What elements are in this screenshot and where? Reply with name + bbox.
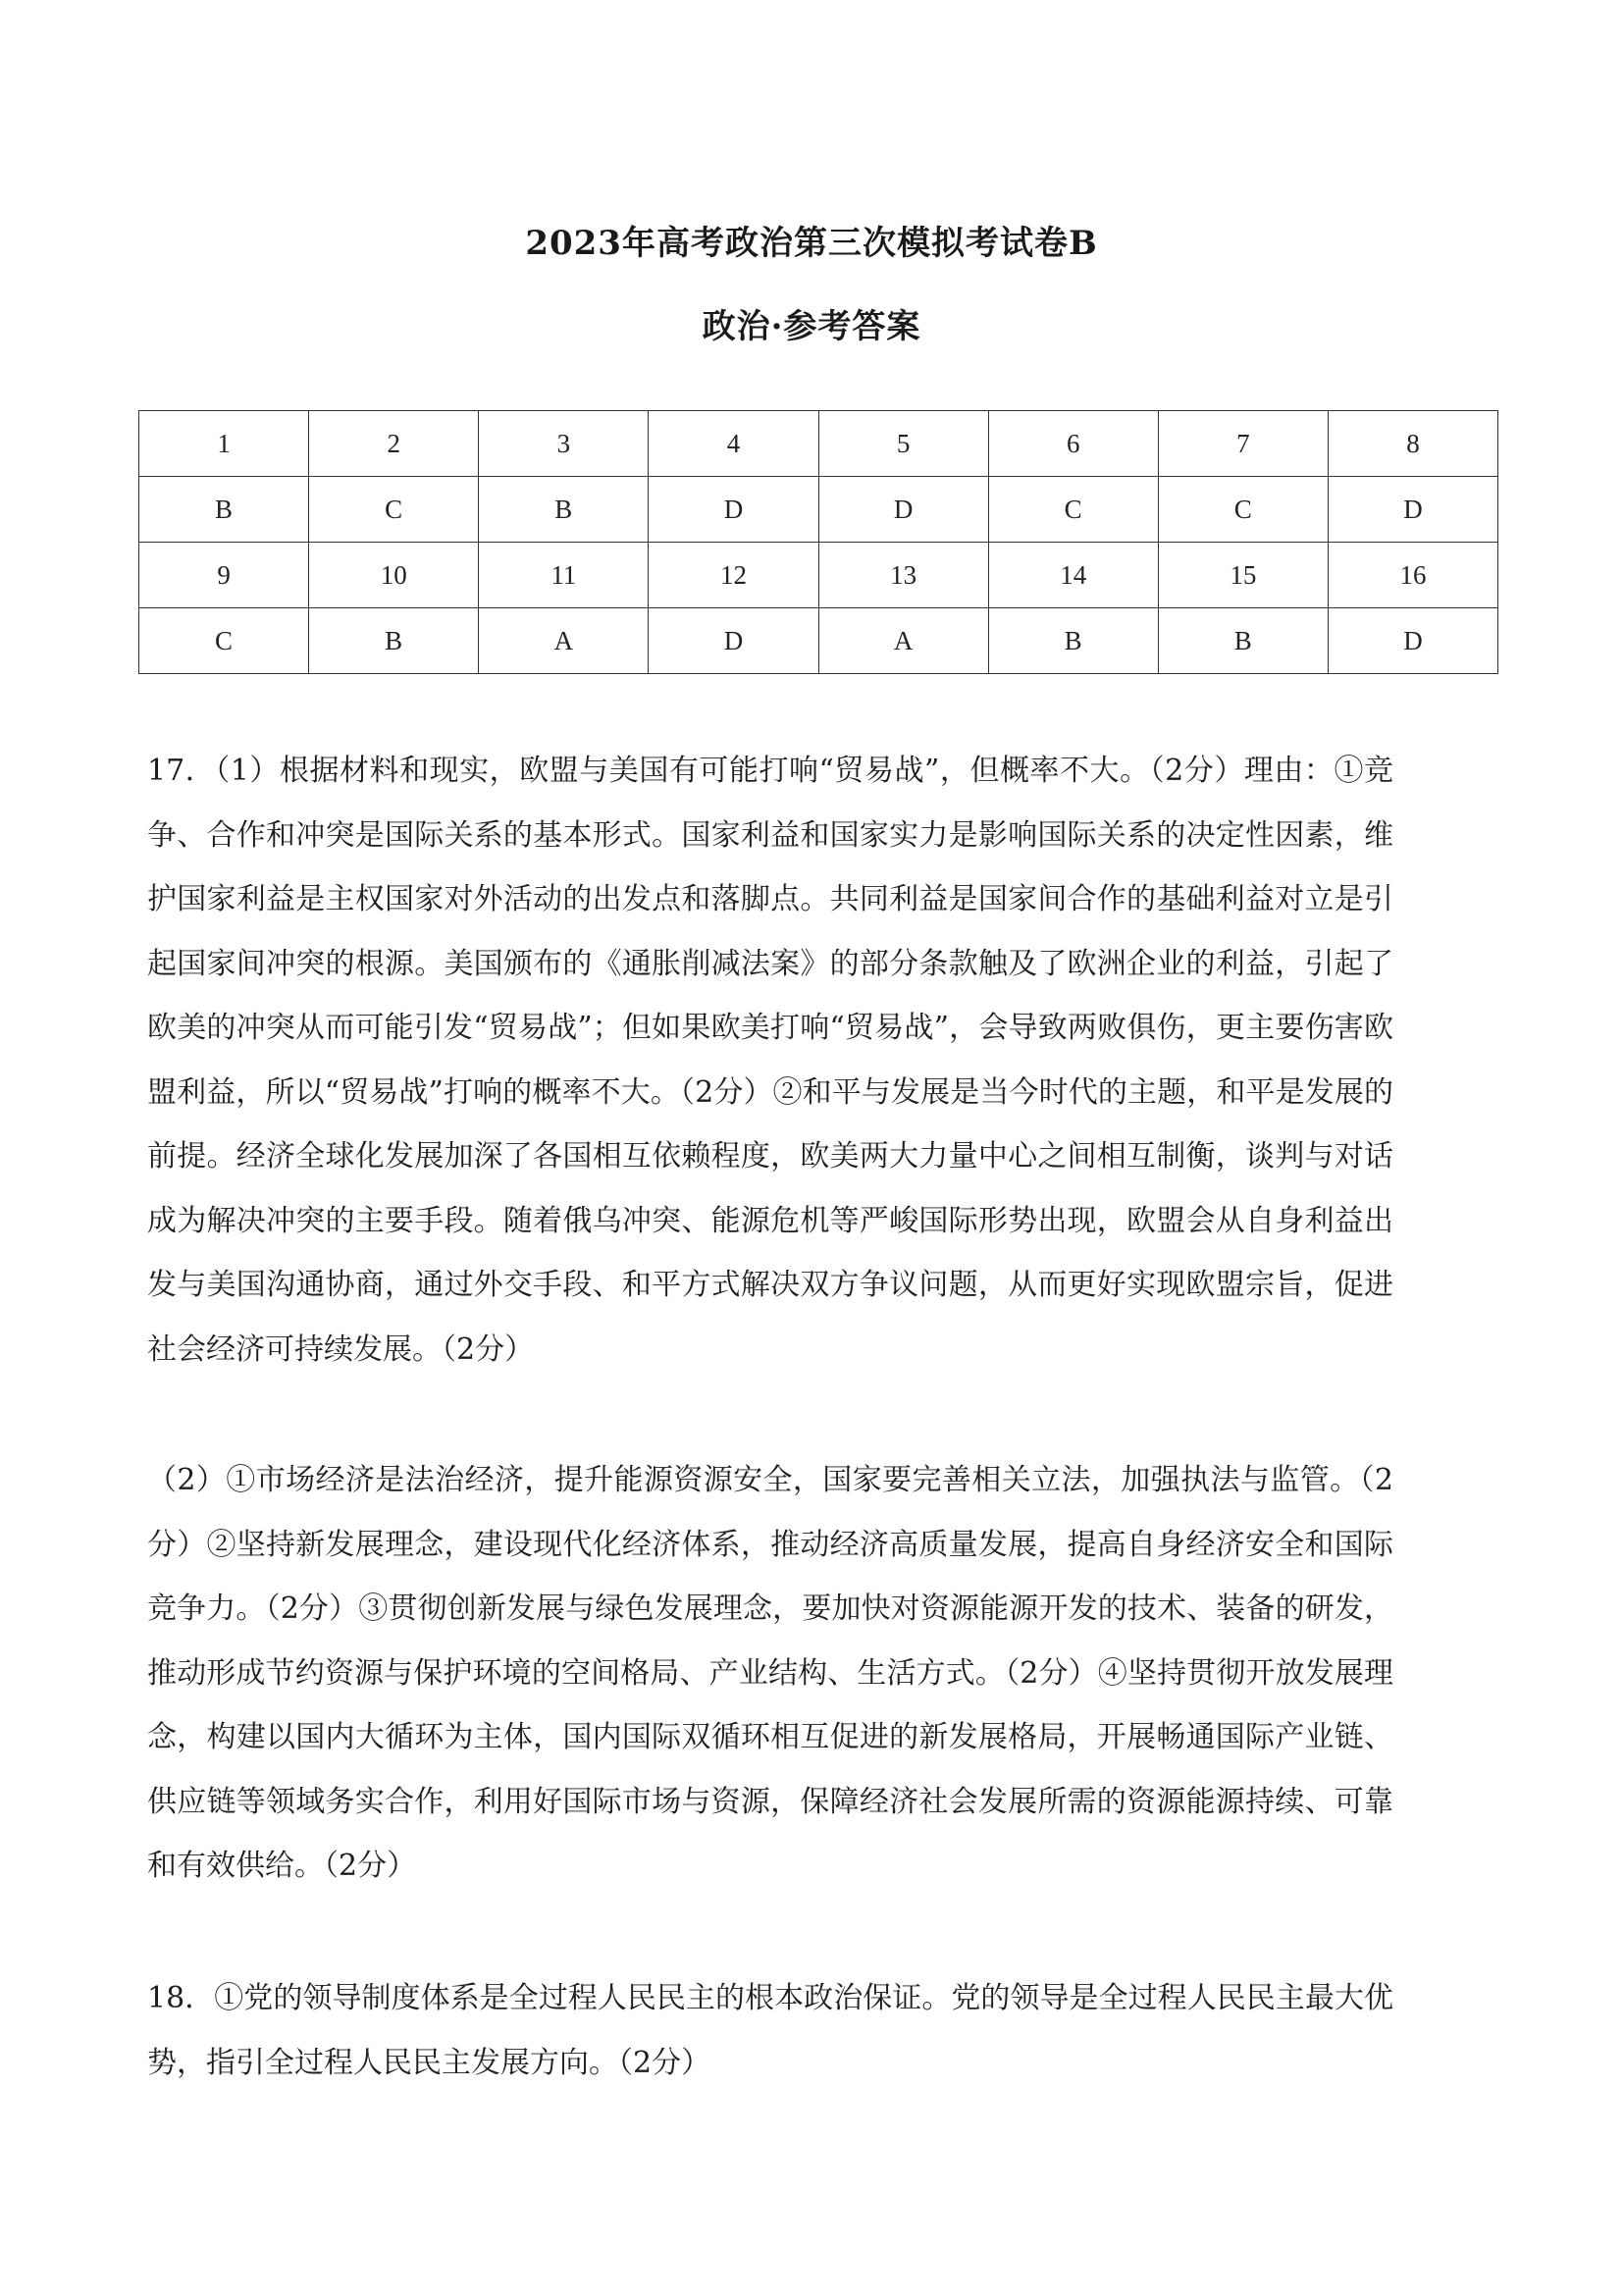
question-number-cell: 16 [1328,543,1497,608]
answer-row [139,477,1498,543]
answer-cell: B [988,608,1158,674]
answer-cell: C [988,477,1158,543]
answer-cell: B [479,477,649,543]
question-17-part-1: 17．（1）根据材料和现实，欧盟与美国有可能打响“贸易战”，但概率不大。（2分）理由：①竞争、合作和冲突是国际关系的基本形式。国家利益和国家实力是影响国际关系的决定性因素，维护国家利益是主权国家对外活动的出发点和落脚点。共同利益是国家间合作的基础利益对立是引起国家间冲突的根源。美国颁布的《通胀削减法案》的部分条款触及了欧洲企业的利益，引起了欧美的冲突从而可能引发“贸易战”；但如果欧美打响“贸易战”，会导致两败俱伤，更主要伤害欧盟利益，所以“贸易战”打响的概率不大。（2分）②和平与发展是当今时代的主题，和平是发展的前提。经济全球化发展加深了各国相互依赖程度，欧美两大力量中心之间相互制衡，谈判与对话成为解决冲突的主要手段。随着俄乌冲突、能源危机等严峻国际形势出现，欧盟会从自身利益出发与美国沟通协商，通过外交手段、和平方式解决双方争议问题，从而更好实现欧盟宗旨，促进社会经济可持续发展。（2分） [147,754,1393,1367]
answer-cell: A [818,608,988,674]
question-number-cell: 10 [309,543,479,608]
question-number-cell: 3 [479,411,649,477]
answer-cell: B [309,608,479,674]
question-number-cell: 8 [1328,411,1497,477]
answer-table [138,410,1498,674]
question-number-cell: 4 [649,411,818,477]
question-number-cell: 11 [479,543,649,608]
question-number-row [139,543,1498,608]
answer-cell: D [1328,477,1497,543]
answer-cell: C [309,477,479,543]
question-number-cell: 15 [1158,543,1328,608]
question-number-cell: 2 [309,411,479,477]
question-number-cell: 13 [818,543,988,608]
answer-cell: A [479,608,649,674]
answer-cell: C [139,608,309,674]
question-number-cell: 5 [818,411,988,477]
answer-cell: D [1328,608,1497,674]
answer-row [139,608,1498,674]
question-17-part-2: （2）①市场经济是法治经济，提升能源资源安全，国家要完善相关立法，加强执法与监管。（2分）②坚持新发展理念，建设现代化经济体系，推动经济高质量发展，提高自身经济安全和国际竞争力。（2分）③贯彻创新发展与绿色发展理念，要加快对资源能源开发的技术、装备的研发，推动形成节约资源与保护环境的空间格局、产业结构、生活方式。（2分）④坚持贯彻开放发展理念，构建以国内大循环为主体，国内国际双循环相互促进的新发展格局，开展畅通国际产业链、供应链等领域务实合作，利用好国际市场与资源，保障经济社会发展所需的资源能源持续、可靠和有效供给。（2分） [147,1463,1393,1883]
answer-cell: D [818,477,988,543]
question-number-cell: 12 [649,543,818,608]
page-subtitle: 政治·参考答案 [702,307,921,346]
answer-cell: B [1158,608,1328,674]
page-title: 2023年高考政治第三次模拟考试卷B [525,224,1098,263]
question-number-cell: 9 [139,543,309,608]
answer-cell: C [1158,477,1328,543]
question-number-row [139,411,1498,477]
answer-cell: D [649,477,818,543]
answer-cell: D [649,608,818,674]
answer-cell: B [139,477,309,543]
question-number-cell: 7 [1158,411,1328,477]
question-number-cell: 6 [988,411,1158,477]
question-number-cell: 14 [988,543,1158,608]
question-18: 18．①党的领导制度体系是全过程人民民主的根本政治保证。党的领导是全过程人民民主最大优势，指引全过程人民民主发展方向。（2分） [147,1981,1393,2080]
question-number-cell: 1 [139,411,309,477]
